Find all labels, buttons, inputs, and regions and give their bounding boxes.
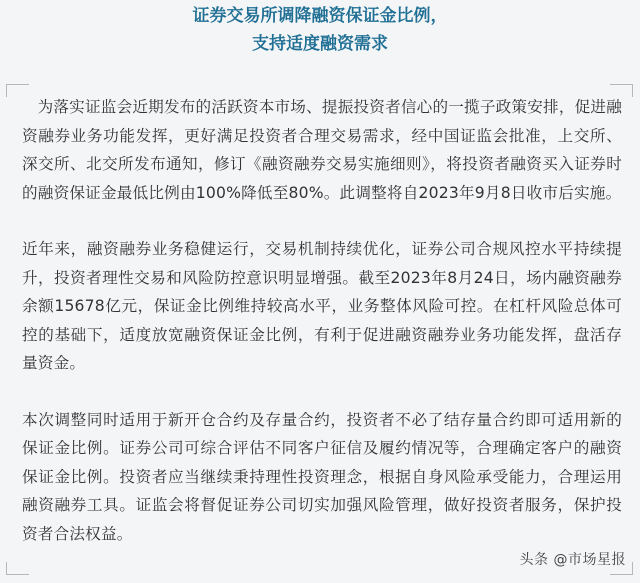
- paragraph-3: 本次调整同时适用于新开仓合约及存量合约，投资者不必了结存量合约即可适用新的保证金比例。证券公司可综合评估不同客户征信及履约情况等，合理确定客户的融资保证金比例。投资者应当继续秉持理性投资理念，根据自身风险承受能力，合理运用融资融券工具。证监会将督促证券公司切实加强风险管理，做好投资者服务，保护投资者合法权益。: [22, 410, 622, 543]
- article-body: [22, 93, 622, 576]
- source-watermark: 头条 @市场星报: [519, 552, 626, 568]
- title-line-2: 支持适度融资需求: [252, 34, 388, 54]
- paragraph-2: 近年来，融资融券业务稳健运行，交易机制持续优化，证券公司合规风控水平持续提升，投资者理性交易和风险防控意识明显增强。截至2023年8月24日，场内融资融券余额15678亿元，保证金比例维持较高水平，业务整体风险可控。在杠杆风险总体可控的基础下，适度放宽融资保证金比例，有利于促进融资融券业务功能发挥，盘活存量资金。: [22, 240, 622, 372]
- paragraph-1: 为落实证监会近期发布的活跃资本市场、提振投资者信心的一揽子政策安排，促进融资融券业务功能发挥，更好满足投资者合理交易需求，经中国证监会批准，上交所、深交所、北交所发布通知，修订《融资融券交易实施细则》，将投资者融资买入证券时的融资保证金最低比例由100%降低至80%。此调整将自2023年9月8日收市后实施。: [22, 98, 622, 202]
- article-title: [0, 2, 640, 58]
- title-line-1: 证券交易所调降融资保证金比例，: [192, 6, 448, 26]
